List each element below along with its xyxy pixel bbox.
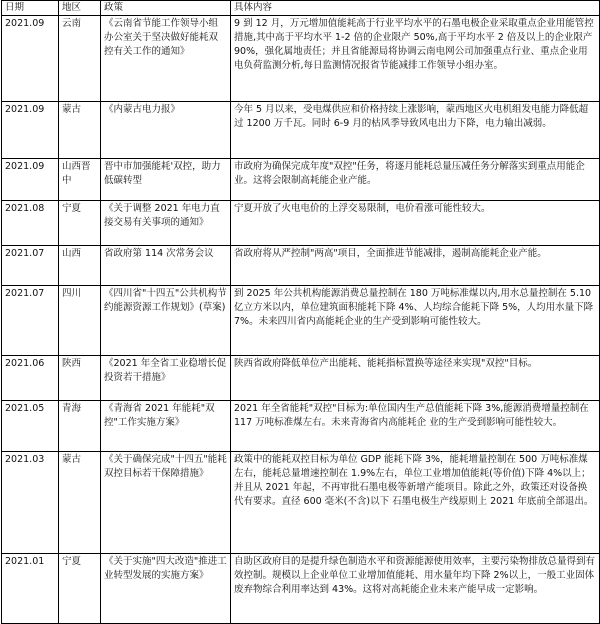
cell-date: 2021.07 [2,246,59,286]
cell-detail: 政策中的能耗双控目标为单位 GDP 能耗下降 3%，能耗增量控制在 500 万吨标准煤左右，能耗总量增速控制在 1.9%左右，单位工业增加值能耗(等价值)下降 4%以上；并且从 2021 年起，不再审批石墨电极等新增产能项目。除此之外，政策还对设备换代有要求。直径 600 毫米(不含)以下 石墨电极生产线原则上 2021 年底前全部退出。 [231,452,600,554]
cell-date: 2021.05 [2,401,59,452]
cell-policy: 《关于调整 2021 年电力直接交易有关事项的通知》 [101,201,231,246]
table-row [2,452,600,554]
policy-table [1,0,600,624]
cell-detail: 今年 5 月以来，受电煤供应和价格持续上涨影响，蒙西地区火电机组发电能力降低超过 1200 万千瓦。同时 6-9 月的枯风季导致风电出力下降，电力输出减弱。 [231,102,600,159]
cell-date: 2021.09 [2,16,59,102]
cell-detail: 9 到 12 月，万元增加值能耗高于行业平均水平的石墨电极企业采取重点企业用能管控措施,其中高于平均水平 1-2 倍的企业限产 50%,高于平均水平 2 倍及以上的企业限产 90%，强化属地责任；并且省能源局将协调云南电网公司加强重点行业、重点企业用电负荷监测分析,每日监测情况报省节能减排工作领导小组办室。 [231,16,600,102]
table-row [2,286,600,356]
cell-detail: 省政府将从严控制"两高"项目，全面推进节能减排，遏制高能耗企业产能。 [231,246,600,286]
cell-region: 蒙古 [59,452,101,554]
cell-region: 云南 [59,16,101,102]
cell-date: 2021.09 [2,102,59,159]
cell-region: 山西 [59,246,101,286]
cell-region: 山西晋中 [59,159,101,201]
cell-region: 宁夏 [59,201,101,246]
header-detail: 具体内容 [231,1,600,16]
cell-policy: 《四川省"十四五"公共机构节约能源资源工作规划》(草案) [101,286,231,356]
header-region: 地区 [59,1,101,16]
cell-policy: 《关于实施"四大改造"推进工业转型发展的实施方案》 [101,554,231,624]
table-row [2,159,600,201]
cell-date: 2021.07 [2,286,59,356]
cell-policy: 《青海省 2021 年能耗"双控"工作实施方案》 [101,401,231,452]
cell-detail: 到 2025 年公共机构能源消费总量控制在 180 万吨标准煤以内,用水总量控制在 5.10 亿立方米以内，单位建筑面积能耗下降 4%、人均综合能耗下降 5%，人均用水量下降 7%。未来四川省内高能耗企业的生产受到影响可能性较大。 [231,286,600,356]
table-row [2,401,600,452]
table-row [2,554,600,624]
cell-policy: 《2021 年全省工业稳增长促投资若干措施》 [101,356,231,401]
table-row [2,102,600,159]
cell-policy: 《云南省节能工作领导小组办公室关于坚决做好能耗双控有关工作的通知》 [101,16,231,102]
table-header-row [2,1,600,16]
cell-detail: 自助区政府目的是提升绿色制造水平和资源能源使用效率，主要污染物排放总量得到有效控制。规模以上企业单位工业增加值能耗、用水量年均下降 2%以上，一般工业固体废弃物综合利用率达到 43%。这将对高耗能企业未来产能早成一定影响。 [231,554,600,624]
table-row [2,246,600,286]
cell-policy: 《关于确保完成"十四五"能耗双控目标若干保障措施》 [101,452,231,554]
cell-policy: 晋中市加强能耗'双控，助力低碳转型 [101,159,231,201]
cell-detail: 2021 年全省能耗"双控"目标为:单位国内生产总值能耗下降 3%,能源消费增量控制在 117 万吨标准煤左右。未来青海省内高能耗企 业的生产受到影响可能性较大。 [231,401,600,452]
cell-region: 宁夏 [59,554,101,624]
cell-region: 青海 [59,401,101,452]
cell-region: 四川 [59,286,101,356]
cell-date: 2021.09 [2,159,59,201]
table-row [2,356,600,401]
cell-date: 2021.03 [2,452,59,554]
cell-date: 2021.01 [2,554,59,624]
cell-region: 陕西 [59,356,101,401]
cell-date: 2021.08 [2,201,59,246]
header-date: 日期 [2,1,59,16]
cell-region: 蒙古 [59,102,101,159]
cell-detail: 宁夏开放了火电电价的上浮交易限制，电价看涨可能性较大。 [231,201,600,246]
table-row [2,16,600,102]
cell-policy: 《内蒙古电力报》 [101,102,231,159]
header-policy: 政策 [101,1,231,16]
cell-detail: 陕西省政府降低单位产出能耗、能耗指标置换等途径来实现"双控"目标。 [231,356,600,401]
table-row [2,201,600,246]
cell-detail: 市政府为确保完成年度"双控"任务，将逐月能耗总量压减任务分解落实到重点用能企业。这将会限制高耗能企业产能。 [231,159,600,201]
cell-date: 2021.06 [2,356,59,401]
cell-policy: 省政府第 114 次常务会议 [101,246,231,286]
